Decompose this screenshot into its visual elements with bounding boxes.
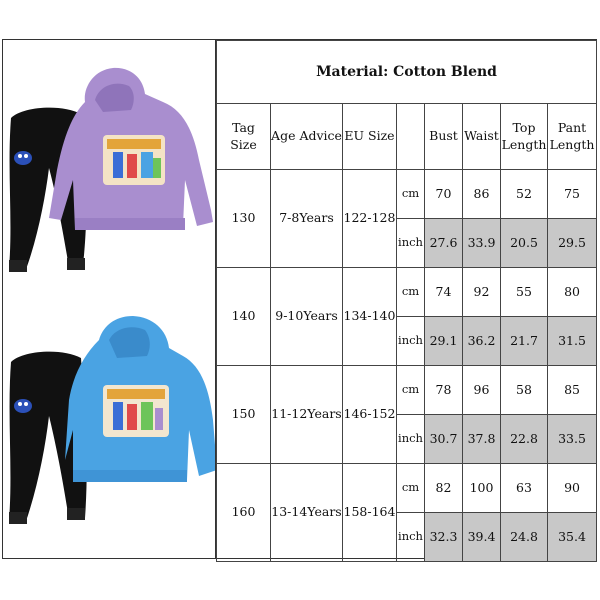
unit-cm-cell: cm [397,170,425,219]
bust-cm-cell: 70 [425,170,463,219]
unit-inch-cell: inch [397,415,425,464]
bust-inch-cell: 29.1 [425,317,463,366]
pant-length-inch-cell: 33.5 [548,415,597,464]
product-illustrations [3,40,216,558]
age-advice-cell: 9-10Years [271,268,343,366]
bust-cm-cell: 82 [425,464,463,513]
bust-cm-cell: 74 [425,268,463,317]
col-header-top-length: Top Length [501,104,548,170]
waist-cm-cell: 92 [463,268,501,317]
pant-length-inch-cell: 35.4 [548,513,597,562]
top-length-cm-cell: 52 [501,170,548,219]
col-header-pant-length: Pant Length [548,104,597,170]
size-chart-table [216,40,597,562]
waist-cm-cell: 86 [463,170,501,219]
eu-size-cell: 146-152 [343,366,397,464]
col-header-tag-size: Tag Size [217,104,271,170]
waist-cm-cell: 100 [463,464,501,513]
table-row [217,464,597,513]
blue-hoodie [65,316,216,482]
age-advice-cell: 13-14Years [271,464,343,562]
eu-size-cell: 134-140 [343,268,397,366]
blue-set-image [9,316,216,524]
eu-size-cell: 158-164 [343,464,397,562]
top-length-inch-cell: 24.8 [501,513,548,562]
unit-cm-cell: cm [397,268,425,317]
pant-length-cm-cell: 90 [548,464,597,513]
header-row [217,104,597,170]
col-header-age-advice: Age Advice [271,104,343,170]
bust-inch-cell: 27.6 [425,219,463,268]
pant-length-cm-cell: 80 [548,268,597,317]
table-row [217,268,597,317]
top-length-cm-cell: 63 [501,464,548,513]
eu-size-cell: 122-128 [343,170,397,268]
tag-size-cell: 130 [217,170,271,268]
top-length-cm-cell: 58 [501,366,548,415]
top-length-inch-cell: 20.5 [501,219,548,268]
col-header-bust: Bust [425,104,463,170]
tag-size-cell: 160 [217,464,271,562]
age-advice-cell: 11-12Years [271,366,343,464]
waist-inch-cell: 36.2 [463,317,501,366]
waist-inch-cell: 37.8 [463,415,501,464]
top-length-inch-cell: 22.8 [501,415,548,464]
waist-inch-cell: 39.4 [463,513,501,562]
unit-inch-cell: inch [397,219,425,268]
table-row [217,366,597,415]
bust-inch-cell: 32.3 [425,513,463,562]
waist-cm-cell: 96 [463,366,501,415]
unit-cm-cell: cm [397,464,425,513]
pant-length-cm-cell: 75 [548,170,597,219]
pant-length-inch-cell: 29.5 [548,219,597,268]
col-header-eu-size: EU Size [343,104,397,170]
age-advice-cell: 7-8Years [271,170,343,268]
bust-inch-cell: 30.7 [425,415,463,464]
material-title: Material: Cotton Blend [217,41,597,104]
unit-inch-cell: inch [397,317,425,366]
pant-length-inch-cell: 31.5 [548,317,597,366]
col-header-unit [397,104,425,170]
tag-size-cell: 150 [217,366,271,464]
unit-cm-cell: cm [397,366,425,415]
size-chart [216,40,596,558]
pant-length-cm-cell: 85 [548,366,597,415]
waist-inch-cell: 33.9 [463,219,501,268]
bust-cm-cell: 78 [425,366,463,415]
table-row [217,170,597,219]
purple-set-image [9,68,213,272]
col-header-waist: Waist [463,104,501,170]
top-length-cm-cell: 55 [501,268,548,317]
top-length-inch-cell: 21.7 [501,317,548,366]
tag-size-cell: 140 [217,268,271,366]
unit-inch-cell: inch [397,513,425,562]
product-photo-panel [3,40,216,558]
